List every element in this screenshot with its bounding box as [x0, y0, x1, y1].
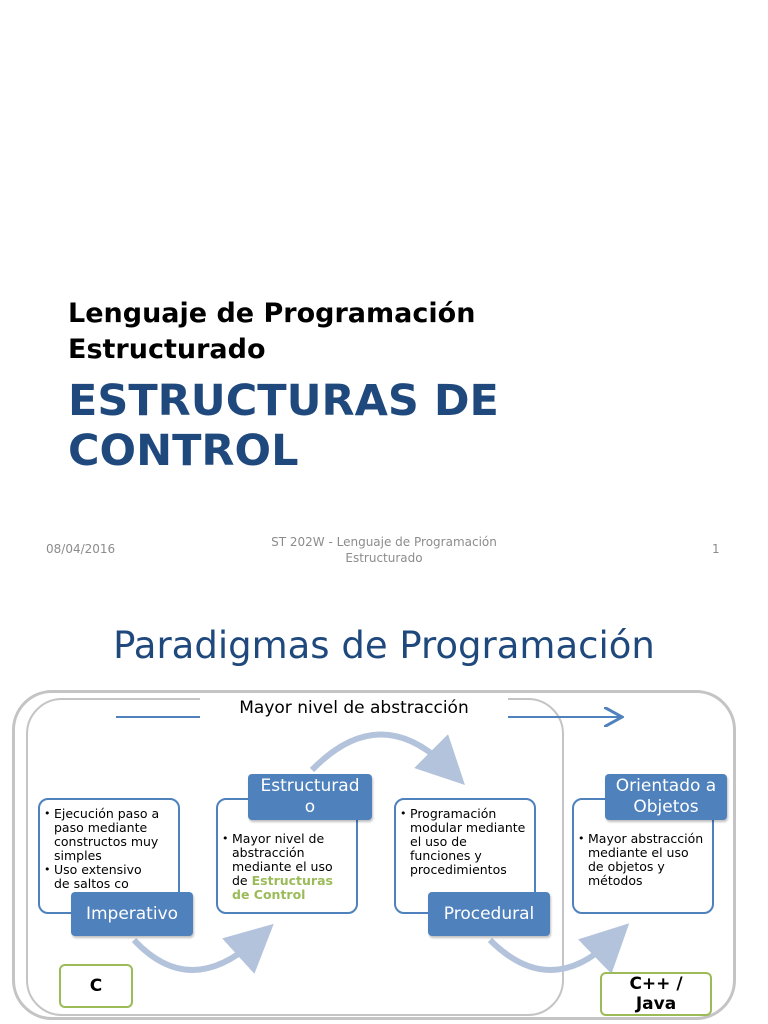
title-line-2: CONTROL — [68, 426, 299, 476]
language-java: Java — [635, 994, 677, 1014]
tag-oop-line-1: Orientado a — [615, 776, 717, 796]
tag-estructurado-line-1: Estructurad — [260, 776, 360, 796]
tag-estructurado-line-2: o — [304, 797, 316, 817]
subtitle-line-1: Lenguaje de Programación — [68, 298, 476, 329]
footer-course-line-2: Estructurado — [345, 551, 423, 565]
language-cpp: C++ / — [629, 974, 683, 994]
tag-orientado-objetos — [605, 774, 727, 820]
language-cpp-java — [600, 972, 712, 1016]
title-line-1: ESTRUCTURAS DE — [68, 376, 499, 426]
abstraction-label: Mayor nivel de abstracción — [200, 698, 508, 718]
subtitle-line-2: Estructurado — [68, 334, 266, 365]
oop-bullet-1: • Mayor abstracción mediante el uso de objetos y métodos — [578, 832, 708, 888]
footer-course-line-1: ST 202W - Lenguaje de Programación — [271, 535, 497, 549]
estructurado-bullet-text: Mayor nivel de abstracción mediante el uso de — [232, 831, 333, 888]
footer-date: 08/04/2016 — [46, 542, 116, 556]
tag-oop-line-2: Objetos — [633, 797, 699, 817]
tag-procedural: Procedural — [428, 892, 550, 936]
procedural-bullet-1: • Programación modular mediante el uso de funciones y procedimientos — [400, 807, 530, 877]
tag-imperativo: Imperativo — [71, 892, 193, 936]
estructuras-highlight: Estructuras — [251, 873, 333, 888]
estructurado-bullet-1 — [222, 832, 352, 902]
de-control-highlight: de Control — [232, 887, 306, 902]
curved-arrow-imperativo-estructurado — [134, 940, 256, 970]
slide2-title: Paradigmas de Programación — [113, 624, 655, 667]
imperativo-bullet-2: • Uso extensivo de saltos co — [44, 863, 156, 891]
curved-arrow-procedural-oop — [490, 940, 612, 970]
curved-arrow-estructurado-procedural — [312, 734, 448, 770]
footer-page-number: 1 — [712, 542, 720, 556]
imperativo-bullet-1: • Ejecución paso a paso mediante constructos muy simples — [44, 807, 174, 863]
tag-estructurado — [248, 774, 372, 820]
language-c: C — [59, 964, 133, 1008]
